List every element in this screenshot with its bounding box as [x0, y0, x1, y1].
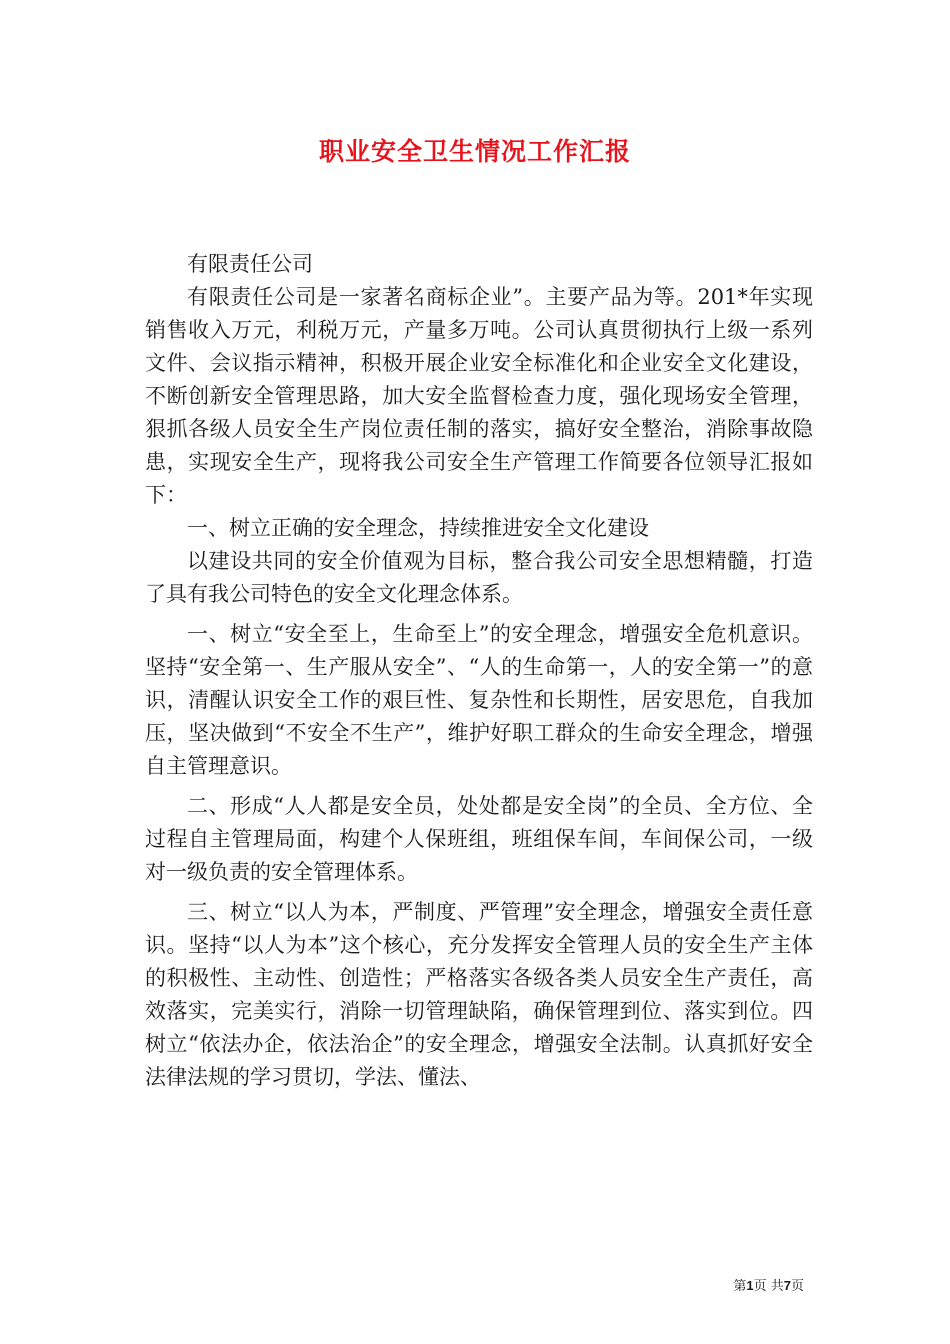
footer-prefix: 第: [733, 1279, 747, 1294]
footer-suffix: 页: [790, 1279, 804, 1294]
footer-current-page: 1: [746, 1278, 754, 1293]
paragraph-company: 有限责任公司: [187, 252, 313, 276]
document-title: 职业安全卫生情况工作汇报: [318, 137, 631, 166]
paragraph-section-intro: 以建设共同的安全价值观为目标，整合我公司安全思想精髓，打造了具有我公司特色的安全文化理念体系。: [145, 549, 813, 606]
paragraph-item-2: 二、形成“人人都是安全员，处处都是安全岗”的全员、全方位、全过程自主管理局面，构建个人保班组，班组保车间，车间保公司，一级对一级负责的安全管理体系。: [145, 794, 813, 884]
footer-middle: 页 共: [753, 1279, 784, 1294]
paragraph-item-1: 一、树立“安全至上，生命至上”的安全理念，增强安全危机意识。坚持“安全第一、生产服从安全”、“人的生命第一，人的安全第一”的意识，清醒认识安全工作的艰巨性、复杂性和长期性，居安思危，自我加压，坚决做到“不安全不生产”，维护好职工群众的生命安全理念，增强自主管理意识。: [145, 622, 813, 778]
paragraph-intro: 有限责任公司是一家著名商标企业”。主要产品为等。201*年实现销售收入万元，利税万元，产量多万吨。公司认真贯彻执行上级一系列文件、会议指示精神，积极开展企业安全标准化和企业安全文化建设，不断创新安全管理思路，加大安全监督检查力度，强化现场安全管理，狠抓各级人员安全生产岗位责任制的落实，搞好安全整治，消除事故隐患，实现安全生产，现将我公司安全生产管理工作简要各位领导汇报如下：: [145, 285, 813, 507]
paragraph-item-3: 三、树立“以人为本，严制度、严管理”安全理念，增强安全责任意识。坚持“以人为本”这个核心，充分发挥安全管理人员的安全生产主体的积极性、主动性、创造性；严格落实各级各类人员安全生产责任，高效落实，完美实行，消除一切管理缺陷，确保管理到位、落实到位。四树立“依法办企，依法治企”的安全理念，增强安全法制。认真抓好安全法律法规的学习贯切，学法、懂法、: [145, 900, 813, 1089]
page-number-footer: [733, 1275, 804, 1294]
section-heading-1: 一、树立正确的安全理念，持续推进安全文化建设: [187, 516, 649, 540]
document-body: [145, 248, 813, 1094]
footer-total-pages: 7: [783, 1278, 791, 1293]
